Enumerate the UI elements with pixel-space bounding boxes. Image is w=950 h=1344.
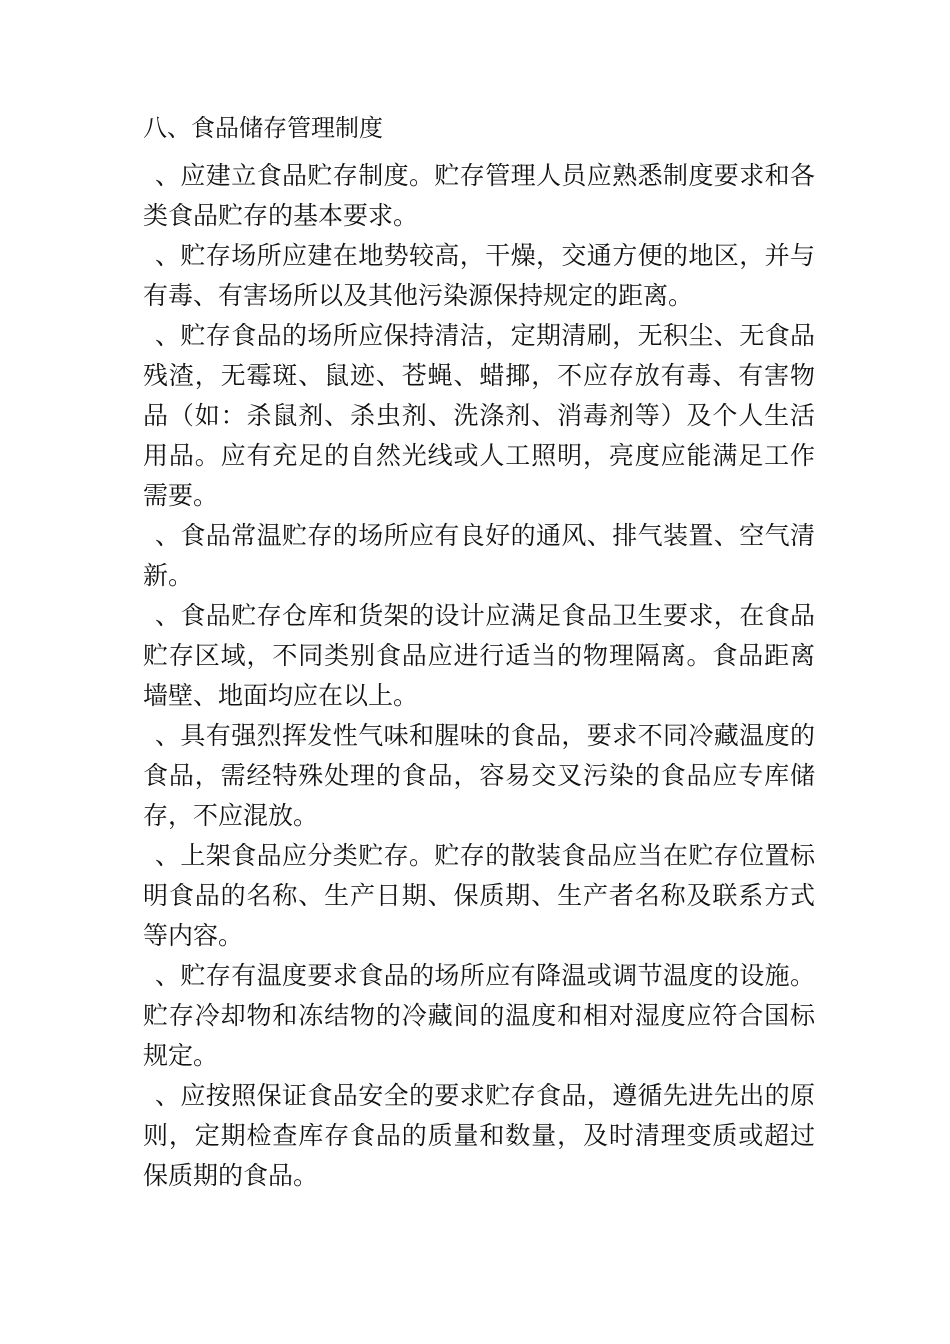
paragraph-7: 、上架食品应分类贮存。贮存的散装食品应当在贮存位置标明食品的名称、生产日期、保质期、生产者名称及联系方式等内容。 (143, 841, 815, 950)
section-title: 八、食品储存管理制度 (143, 114, 383, 142)
paragraph-4: 、食品常温贮存的场所应有良好的通风、排气装置、空气清新。 (143, 521, 815, 590)
paragraph-2: 、贮存场所应建在地势较高，干燥，交通方便的地区，并与有毒、有害场所以及其他污染源保持规定的距离。 (143, 241, 815, 310)
paragraph-1: 、应建立食品贮存制度。贮存管理人员应熟悉制度要求和各类食品贮存的基本要求。 (143, 161, 815, 230)
paragraph-3: 、贮存食品的场所应保持清洁，定期清刷，无积尘、无食品残渣，无霉斑、鼠迹、苍蝇、蜡揶，不应存放有毒、有害物品（如：杀鼠剂、杀虫剂、洗涤剂、消毒剂等）及个人生活用品。应有充足的自然光线或人工照明，亮度应能满足工作需要。 (143, 321, 815, 510)
document-body (143, 156, 815, 1196)
paragraph-9: 、应按照保证食品安全的要求贮存食品，遵循先进先出的原则，定期检查库存食品的质量和数量，及时清理变质或超过保质期的食品。 (143, 1081, 815, 1190)
paragraph-8: 、贮存有温度要求食品的场所应有降温或调节温度的设施。贮存冷却物和冻结物的冷藏间的温度和相对湿度应符合国标规定。 (143, 961, 815, 1070)
paragraph-6: 、具有强烈挥发性气味和腥味的食品，要求不同冷藏温度的食品，需经特殊处理的食品，容易交叉污染的食品应专库储存，不应混放。 (143, 721, 815, 830)
paragraph-5: 、食品贮存仓库和货架的设计应满足食品卫生要求，在食品贮存区域，不同类别食品应进行适当的物理隔离。食品距离墙壁、地面均应在以上。 (143, 601, 815, 710)
